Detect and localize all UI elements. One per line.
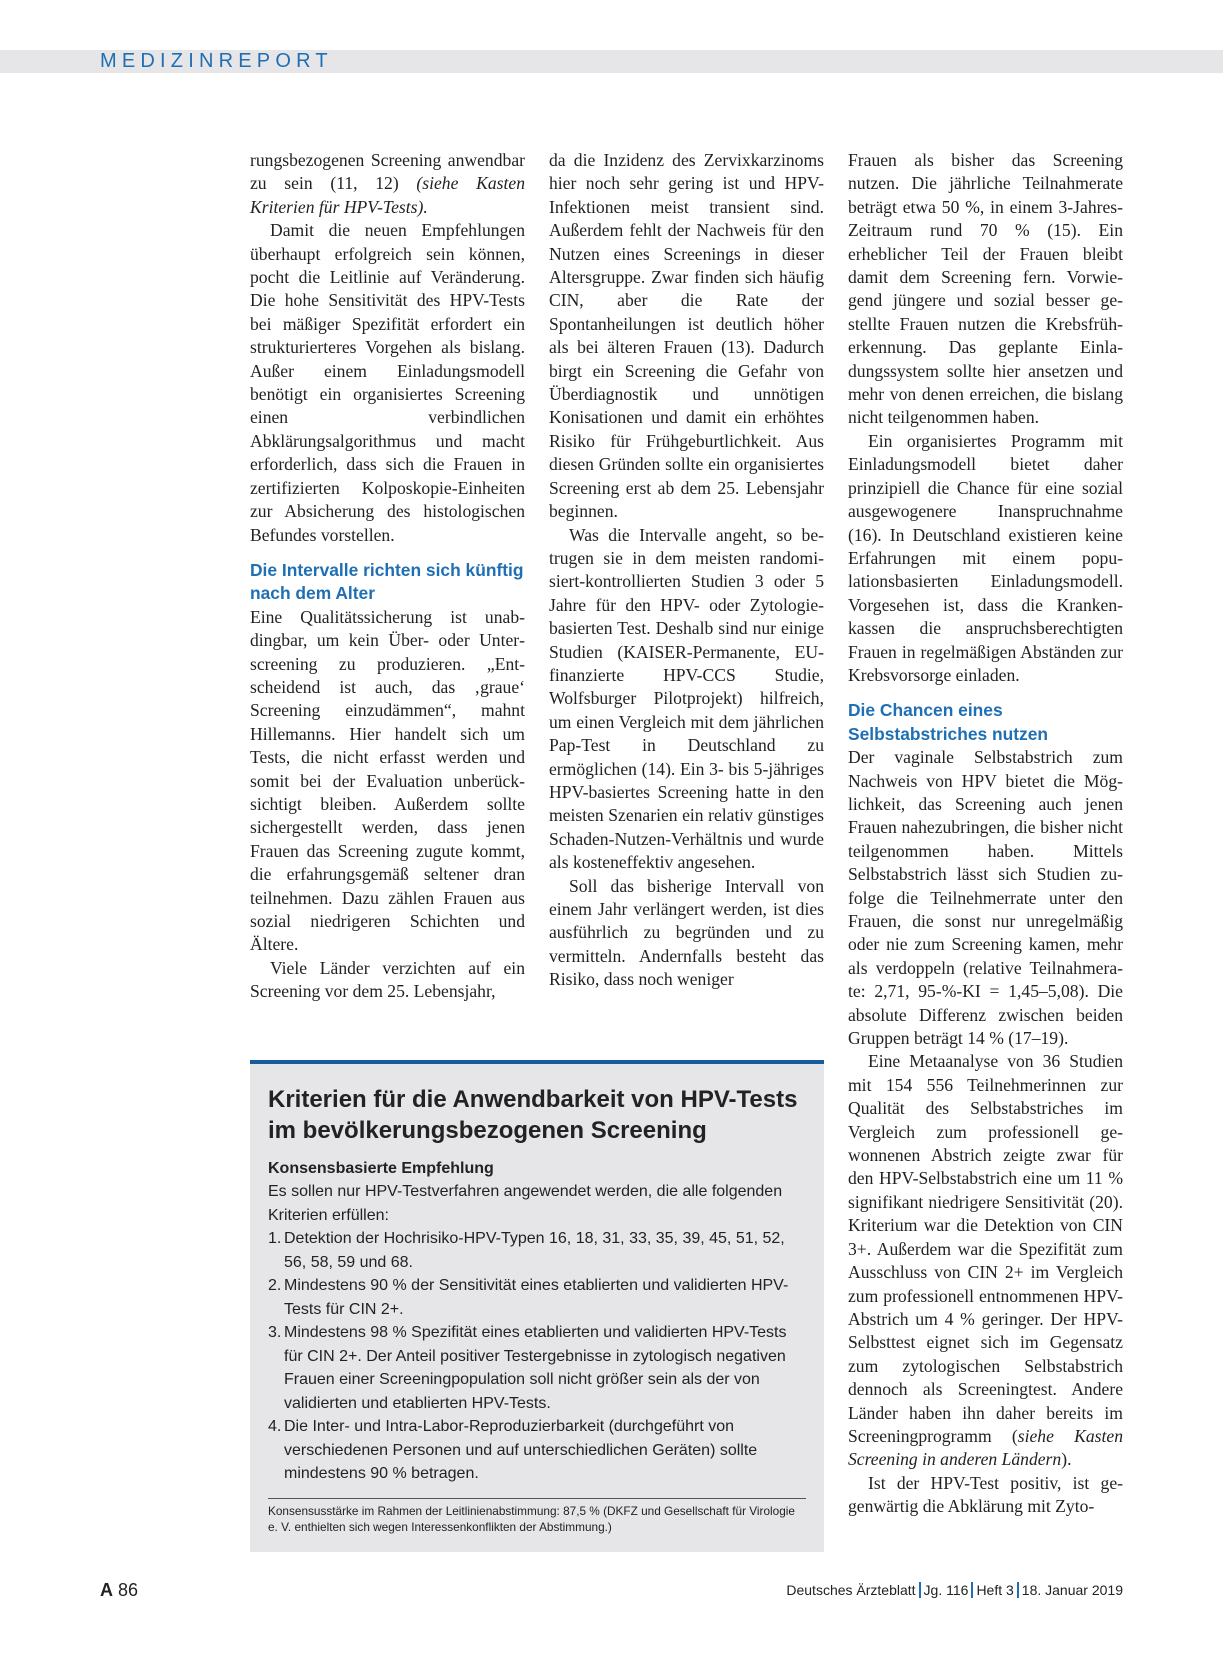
journal-date: 18. Januar 2019 xyxy=(1021,1582,1123,1598)
column-2 xyxy=(549,149,824,992)
page-number: A 86 xyxy=(100,1580,139,1600)
list-item: 1. Detektion der Hochrisiko-HPV-Typen 16, 18, 31, 33, 35, 39, 45, 51, 52, 56, 58, 59 und 68. xyxy=(268,1230,785,1271)
box-title: Kriterien für die Anwendbarkeit von HPV-Tests im bevölkerungsbezogenen Screening xyxy=(268,1086,798,1144)
paragraph: Viele Länder verzichten auf ein Screening vor dem 25. Lebensjahr, xyxy=(250,957,525,1002)
journal-name: Deutsches Ärzteblatt xyxy=(786,1582,916,1598)
info-box xyxy=(250,1060,824,1552)
paragraph: Eine Qualitätssicherung ist unabdingbar, um kein Über- oder Unterscreening zu produzieren. „Entscheidend ist auch, das ‚graue‘ Screening einzudämmen“, mahnt Hillemanns. Hier handelt sich um Tests, die nicht erfasst werden und somit bei der Evaluation unberücksichtigt bleiben. Außerdem sollte sichergestellt werden, dass jenen Frauen das Screening zugute kommt, die erfahrungsgemäß seltener dran teilnehmen. Dazu zählen Frauen aus sozial niedrigeren Schichten und Ältere. xyxy=(250,606,525,955)
paragraph: Was die Intervalle angeht, so betrugen sie in dem meisten randomisiert-kontrollierten Studien 3 oder 5 Jahre für den HPV- oder Zytologiebasierten Test. Deshalb sind nur einige Studien (KAISER-Permanente, EU-finanzierte HPV-CCS Studie, Wolfsburger Pilotprojekt) hilfreich, um einen Vergleich mit dem jährlichen Pap-Test in Deutschland zu ermöglichen (14). Ein 3- bis 5-jähriges HPV-basiertes Screening hatte in den meisten Szenarien ein relativ günstiges Schaden-Nutzen-Verhältnis und wurde als kosteneffektiv angesehen. xyxy=(549,524,824,873)
section-title: MEDIZINREPORT xyxy=(100,50,333,72)
journal-info xyxy=(786,1582,1123,1598)
paragraph: Der vaginale Selbstabstrich zum Nachweis von HPV bietet die Möglichkeit, das Screening auch jenen Frauen nahezubringen, die bisher nicht teilgenommen haben. Mittels Selbstabstrich lässt sich Studien zufolge die Teilnehmerrate unter den Frauen, die sonst nur unregelmäßig oder nie zum Screening kamen, mehr als verdoppeln (relative Teilnahmerate: 2,71, 95-%-KI = 1,45–5,08). Die absolute Differenz zwischen beiden Gruppen beträgt 14 % (17–19). xyxy=(848,747,1123,1049)
separator xyxy=(1017,1582,1019,1598)
box-footnote: Konsensusstärke im Rahmen der Leitlinienabstimmung: 87,5 % (DKFZ und Gesellschaft für Virologie e. V. enthielten sich wegen Interessenkonflikten der Abstimmung.) xyxy=(268,1503,795,1534)
column-3 xyxy=(848,149,1123,1519)
paragraph: Ein organisiertes Programm mit Einladungsmodell bietet daher prinzipiell die Chance für eine sozial ausgewogenere Inanspruchnahme (16). In Deutschland existieren keine Erfahrungen mit einem populationsbasierten Einladungsmodell. Vorgesehen ist, dass die Krankenkassen die anspruchsberechtigten Frauen in regelmäßigen Abständen zur Krebsvorsorge einladen. xyxy=(848,430,1123,685)
paragraph: da die Inzidenz des Zervixkarzinoms hier noch sehr gering ist und HPV-Infektionen meist transient sind. Außerdem fehlt der Nachweis für den Nutzen eines Screenings in dieser Altersgruppe. Zwar finden sich häufig CIN, aber die Rate der Spontanheilungen ist deutlich höher als bei älteren Frauen (13). Dadurch birgt ein Screening die Gefahr von Überdiagnostik und unnötigen Konisationen und damit ein erhöhtes Risiko für Frühgeburtlichkeit. Aus diesen Gründen sollte ein organisiertes Screening erst ab dem 25. Lebensjahr beginnen. xyxy=(549,150,824,522)
box-subtitle: Konsensbasierte Empfehlung xyxy=(268,1160,494,1177)
subheading: Die Chancen eines Selbstabstriches nutzen xyxy=(848,700,1049,744)
column-1 xyxy=(250,149,525,1004)
subheading: Die Intervalle richten sich künftig nach dem Alter xyxy=(250,559,524,604)
box-reference: siehe Kasten Screening in anderen Ländern xyxy=(848,1425,1123,1470)
box-intro: Es sollen nur HPV-Testverfahren angewendet werden, die alle folgenden Kriterien erfüllen: xyxy=(268,1183,783,1224)
paragraph: Soll das bisherige Intervall von einem Jahr verlängert werden, ist dies ausführlich zu begründen und zu vermitteln. Andernfalls besteht das Risiko, dass noch weniger xyxy=(549,875,824,990)
separator xyxy=(919,1582,921,1598)
list-item: 4. Die Inter- und Intra-Labor-Reproduzierbarkeit (durchgeführt von verschiedenen Personen und auf unterschiedlichen Geräten) sollte mindestens 90 % betragen. xyxy=(268,1418,758,1482)
paragraph: Frauen als bisher das Screening nutzen. Die jährliche Teilnahmerate beträgt etwa 50 %, in einem 3-Jahres-Zeitraum rund 70 % (15). Ein erheblicher Teil der Frauen bleibt damit dem Screening fern. Vorwiegend jüngere und sozial besser gestellte Frauen nutzen die Krebsfrüherkennung. Das geplante Einladungssystem sollte hier ansetzen und mehr von denen erreichen, die bislang nicht teilgenommen haben. xyxy=(848,150,1123,428)
box-reference: (siehe Kasten Kriterien für HPV-Tests). xyxy=(250,173,525,217)
separator xyxy=(971,1582,973,1598)
paragraph: Damit die neuen Empfehlungen überhaupt erfolgreich sein können, pocht die Leitlinie auf Veränderung. Die hohe Sensitivität des HPV-Tests bei mäßiger Spezifität erfordert ein strukturierteres Vorgehen als bislang. Außer einem Einladungsmodell benötigt ein organisiertes Screening einen verbindlichen Abklärungsalgorithmus und macht erforderlich, dass sich die Frauen in zertifizierten Kolposkopie-Einheiten zur Absicherung des histologischen Befundes vorstellen. xyxy=(250,220,525,545)
criteria-list xyxy=(268,1227,806,1486)
journal-issue: Heft 3 xyxy=(976,1582,1014,1598)
list-item: 2. Mindestens 90 % der Sensitivität eines etablierten und validierten HPV-Tests für CIN 2+. xyxy=(268,1277,789,1318)
journal-volume: Jg. 116 xyxy=(923,1582,969,1598)
paragraph: Eine Metaanalyse von 36 Studien mit 154 556 Teilnehmerinnen zur Qualität des Selbstabstriches im Vergleich zum professionell gewonnenen Abstrich zeigte zwar für den HPV-Selbstabstrich eine um 11 % signifikant niedrigere Sensitivität (20). Kriterium war die Detektion von CIN 3+. Außerdem war die Spezifität zum Ausschluss von CIN 2+ im Vergleich zum professionell entnommenen HPV-Abstrich um 4 % geringer. Der HPV-Selbsttest eignet sich im Gegensatz zum zytologischen Selbstabstrich dennoch als Screeningtest. Andere Länder haben ihn daher bereits im Screeningprogramm (siehe Kasten Screening in anderen Ländern). xyxy=(848,1051,1123,1470)
box-divider xyxy=(268,1498,806,1499)
list-item: 3. Mindestens 98 % Spezifität eines etablierten und validierten HPV-Tests für CIN 2+. Der Anteil positiver Testergebnisse in zytologisch negativen Frauen einer Screeningpopulation soll nicht größer sein als der von validierten und etablierten HPV-Tests. xyxy=(268,1324,787,1412)
paragraph: rungsbezogenen Screening anwendbar zu sein (11, 12) (siehe Kasten Kriterien für HPV-Tests). xyxy=(250,150,525,217)
paragraph: Ist der HPV-Test positiv, ist gegenwärtig die Abklärung mit Zyto- xyxy=(848,1472,1123,1517)
